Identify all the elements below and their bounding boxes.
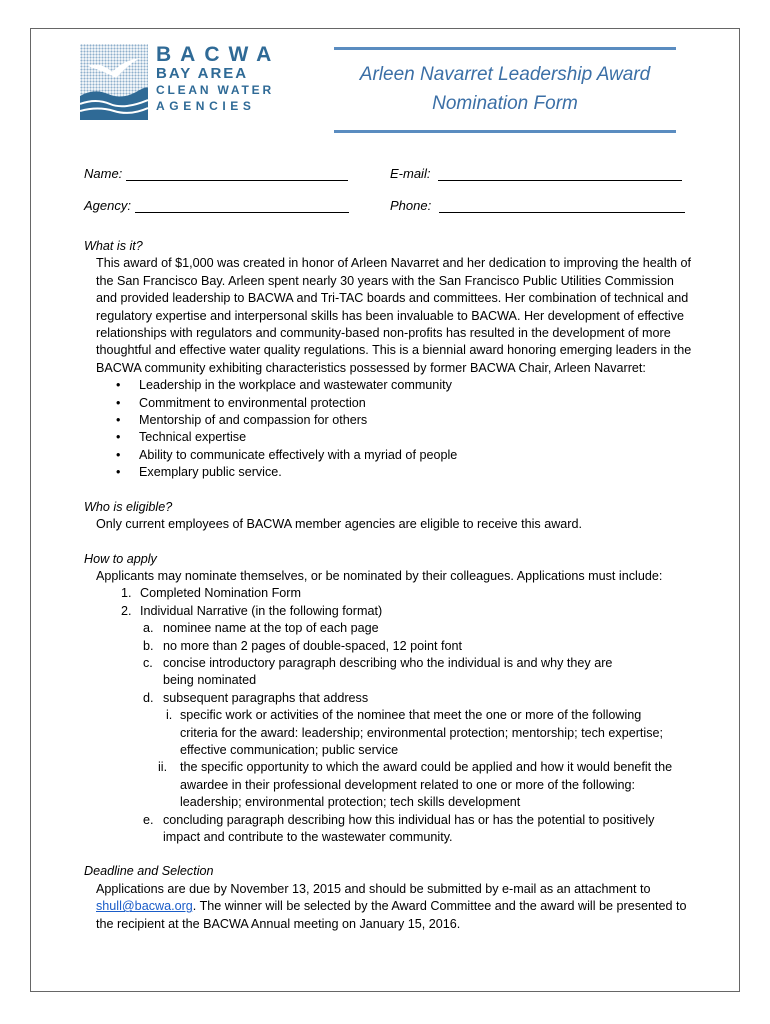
page-title — [334, 60, 676, 118]
apply-item-c: c. concise introductory paragraph describing who the individual is and why they are being nominated — [143, 655, 613, 688]
list-item: • Ability to communicate effectively with a myriad of people — [84, 447, 694, 464]
logo-line-2: BAY AREA — [156, 65, 249, 82]
email-label: E-mail: — [390, 166, 431, 181]
email-field[interactable] — [390, 166, 682, 181]
list-item: • Exemplary public service. — [84, 464, 694, 481]
phone-input-line[interactable] — [439, 198, 685, 213]
logo-line-3: CLEAN WATER — [156, 83, 274, 97]
name-field[interactable] — [84, 166, 348, 181]
apply-item-ii: ii. the specific opportunity to which the award could be applied and how it would benefit the awardee in their professional development related to one or more of the following: leadership; environmental protection; tech skills development — [158, 760, 673, 810]
title-line-2: Nomination Form — [432, 93, 578, 114]
phone-field[interactable] — [390, 198, 685, 213]
apply-intro: Applicants may nominate themselves, or be nominated by their colleagues. Applications must include: — [96, 568, 663, 583]
email-link[interactable]: shull@bacwa.org — [96, 899, 193, 914]
apply-item-i: i. specific work or activities of the nominee that meet the one or more of the following criteria for the award: leadership; environmental protection; mentorship; tech expertise; effective communication; public service — [166, 708, 664, 757]
apply-item-e: e. concluding paragraph describing how this individual has or has the potential to positively impact and contribute to the wastewater community. — [143, 812, 655, 844]
agency-label: Agency: — [84, 198, 131, 213]
apply-item-1: 1. Completed Nomination Form — [121, 586, 301, 601]
logo-wordmark — [156, 44, 280, 114]
name-label: Name: — [84, 166, 123, 181]
eligible-heading: Who is eligible? — [84, 499, 173, 514]
title-rule-top — [334, 47, 676, 50]
characteristics-list — [84, 377, 694, 481]
title-rule-bottom — [334, 130, 676, 133]
logo-line-4: AGENCIES — [156, 99, 256, 113]
list-item: • Technical expertise — [84, 429, 694, 446]
what-heading: What is it? — [84, 239, 143, 253]
deadline-text: Applications are due by November 13, 2015 and should be submitted by e-mail as an attachment to shull@bacwa.org. The winner will be selected by the Award Committee and the award will be presented to the recipient at the BACWA Annual meeting on January 15, 2016. — [96, 881, 687, 931]
document-body — [84, 238, 694, 933]
seagull-water-icon — [80, 44, 148, 120]
eligible-text: Only current employees of BACWA member agencies are eligible to receive this award. — [96, 517, 583, 532]
list-item: • Commitment to environmental protection — [84, 395, 694, 412]
agency-field[interactable] — [84, 198, 349, 213]
apply-heading: How to apply — [84, 551, 157, 566]
bacwa-logo — [80, 43, 281, 120]
what-paragraph: This award of $1,000 was created in honor of Arleen Navarret and her dedication to improving the health of the San Francisco Bay. Arleen spent nearly 30 years with the San Francisco Public Utilities Commission and provided leadership to BACWA and Tri-TAC boards and committees. Her combination of technical and regulatory expertise and interpersonal skills has been invaluable to BACWA. Her development of effective relationships with regulators and community-based non-profits has resulted in the development of more thoughtful and effective water quality regulations. This is a biennial award honoring emerging leaders in the BACWA community exhibiting characteristics possessed by former BACWA Chair, Arleen Navarret: — [96, 256, 692, 375]
apply-item-b: b. no more than 2 pages of double-spaced, 12 point font — [143, 638, 462, 653]
logo-line-1: BACWA — [156, 43, 281, 66]
apply-item-2: 2. Individual Narrative (in the following format) — [121, 603, 383, 618]
agency-input-line[interactable] — [135, 198, 349, 213]
apply-item-d: d. subsequent paragraphs that address — [143, 690, 369, 705]
email-input-line[interactable] — [438, 166, 682, 181]
name-input-line[interactable] — [126, 166, 348, 181]
title-line-1: Arleen Navarret Leadership Award — [359, 64, 651, 85]
list-item: • Leadership in the workplace and wastewater community — [84, 377, 694, 394]
list-item: • Mentorship of and compassion for others — [84, 412, 694, 429]
deadline-heading: Deadline and Selection — [84, 864, 214, 879]
phone-label: Phone: — [390, 198, 432, 213]
apply-item-a: a. nominee name at the top of each page — [143, 621, 379, 636]
